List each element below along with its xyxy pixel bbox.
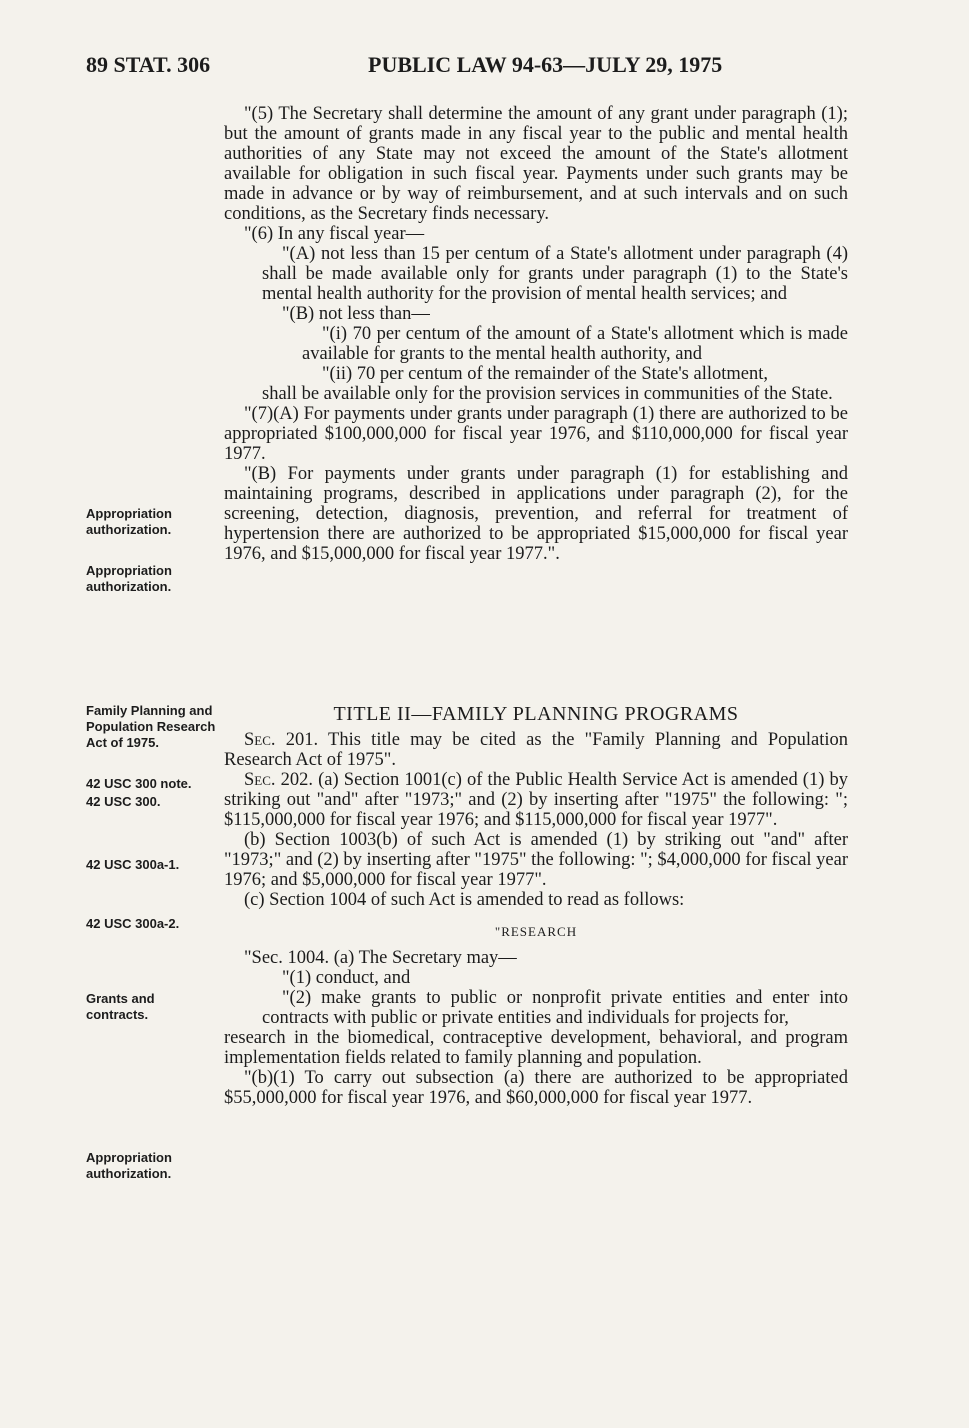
research-heading: "RESEARCH xyxy=(494,924,578,939)
paragraph-6-b-ii: "(ii) 70 per centum of the remainder of the State's allotment, xyxy=(322,364,769,384)
section-1004-tail: research in the biomedical, contraceptive development, behavioral, and program implementation fields related to family planning and population. xyxy=(224,1028,848,1068)
margin-note-usc-300: 42 USC 300. xyxy=(86,794,161,809)
body-part-2 xyxy=(224,700,848,1108)
paragraph-5: "(5) The Secretary shall determine the amount of any grant under paragraph (1); but the amount of grants made in any fiscal year to the public and mental health authorities of any State may not exceed the amount of the State's allotment available for obligation in such fiscal year. Payments under such grants may be made in advance or by way of reimbursement, and at such intervals and on such conditions, as the Secretary finds necessary. xyxy=(224,104,848,224)
paragraph-6-tail: shall be available only for the provision services in communities of the State. xyxy=(262,384,833,404)
section-202-a xyxy=(224,770,848,830)
paragraph-6-a: "(A) not less than 15 per centum of a State's allotment under paragraph (4) shall be made available only for grants under paragraph (1) to the State's mental health authority for the provision of mental health services; and xyxy=(262,244,848,304)
section-201-text: 201. This title may be cited as the "Family Planning and Population Research Act of 1975". xyxy=(224,730,848,770)
section-202-b: (b) Section 1003(b) of such Act is amended (1) by striking out "and" after "1973;" and (2) by inserting after "1975" the following: "; $4,000,000 for fiscal year 1976; and $5,000,000 for fiscal year 1977". xyxy=(224,830,848,890)
title-ii-heading: TITLE II—FAMILY PLANNING PROGRAMS xyxy=(333,703,739,725)
margin-note-usc-300-note: 42 USC 300 note. xyxy=(86,776,192,791)
section-201 xyxy=(224,730,848,770)
margin-note-usc-300a-2: 42 USC 300a-2. xyxy=(86,916,180,931)
margin-note-appropriation-2: Appropriation authorization. xyxy=(86,563,172,594)
margin-note-appropriation-3: Appropriation authorization. xyxy=(86,1150,172,1181)
margin-note-appropriation-1: Appropriation authorization. xyxy=(86,506,172,537)
running-header: PUBLIC LAW 94-63—JULY 29, 1975 xyxy=(368,52,723,77)
section-201-label: Sec. xyxy=(244,730,276,750)
section-202-label: Sec. xyxy=(244,770,276,790)
statute-page-number: 89 STAT. 306 xyxy=(86,52,211,77)
section-1004-a-1: "(1) conduct, and xyxy=(282,968,411,988)
paragraph-7-a: "(7)(A) For payments under grants under paragraph (1) there are authorized to be appropriated $100,000,000 for fiscal year 1976, and $110,000,000 for fiscal year 1977. xyxy=(224,404,848,464)
body-part-1 xyxy=(224,104,848,564)
section-1004-a: "Sec. 1004. (a) The Secretary may— xyxy=(244,948,517,968)
section-202-a-text: 202. (a) Section 1001(c) of the Public Health Service Act is amended (1) by striking out "and" after "1973;" and (2) by inserting after "1975" the following: "; $115,000,000 for fiscal year 1976; and $115,000,000 for fiscal year 1977". xyxy=(224,770,848,830)
section-202-c: (c) Section 1004 of such Act is amended to read as follows: xyxy=(244,890,685,910)
margin-note-act-title: Family Planning and Population Research Act of 1975. xyxy=(86,703,216,750)
paragraph-6-b: "(B) not less than— xyxy=(282,304,430,324)
paragraph-6-b-i: "(i) 70 per centum of the amount of a State's allotment which is made available for grants to the mental health authority, and xyxy=(302,324,848,364)
section-1004-b: "(b)(1) To carry out subsection (a) there are authorized to be appropriated $55,000,000 for fiscal year 1976, and $60,000,000 for fiscal year 1977. xyxy=(224,1068,848,1108)
paragraph-6: "(6) In any fiscal year— xyxy=(244,224,425,244)
margin-note-usc-300a-1: 42 USC 300a-1. xyxy=(86,857,180,872)
section-1004-a-2: "(2) make grants to public or nonprofit private entities and enter into contracts with public or private entities and individuals for projects for, xyxy=(262,988,848,1028)
margin-note-grants-contracts: Grants and contracts. xyxy=(86,991,155,1022)
paragraph-7-b: "(B) For payments under grants under paragraph (1) for establishing and maintaining programs, described in applications under paragraph (2), for the screening, detection, diagnosis, prevention, and referral for treatment of hypertension there are authorized to be appropriated $15,000,000 for fiscal year 1976, and $15,000,000 for fiscal year 1977.". xyxy=(224,464,848,564)
